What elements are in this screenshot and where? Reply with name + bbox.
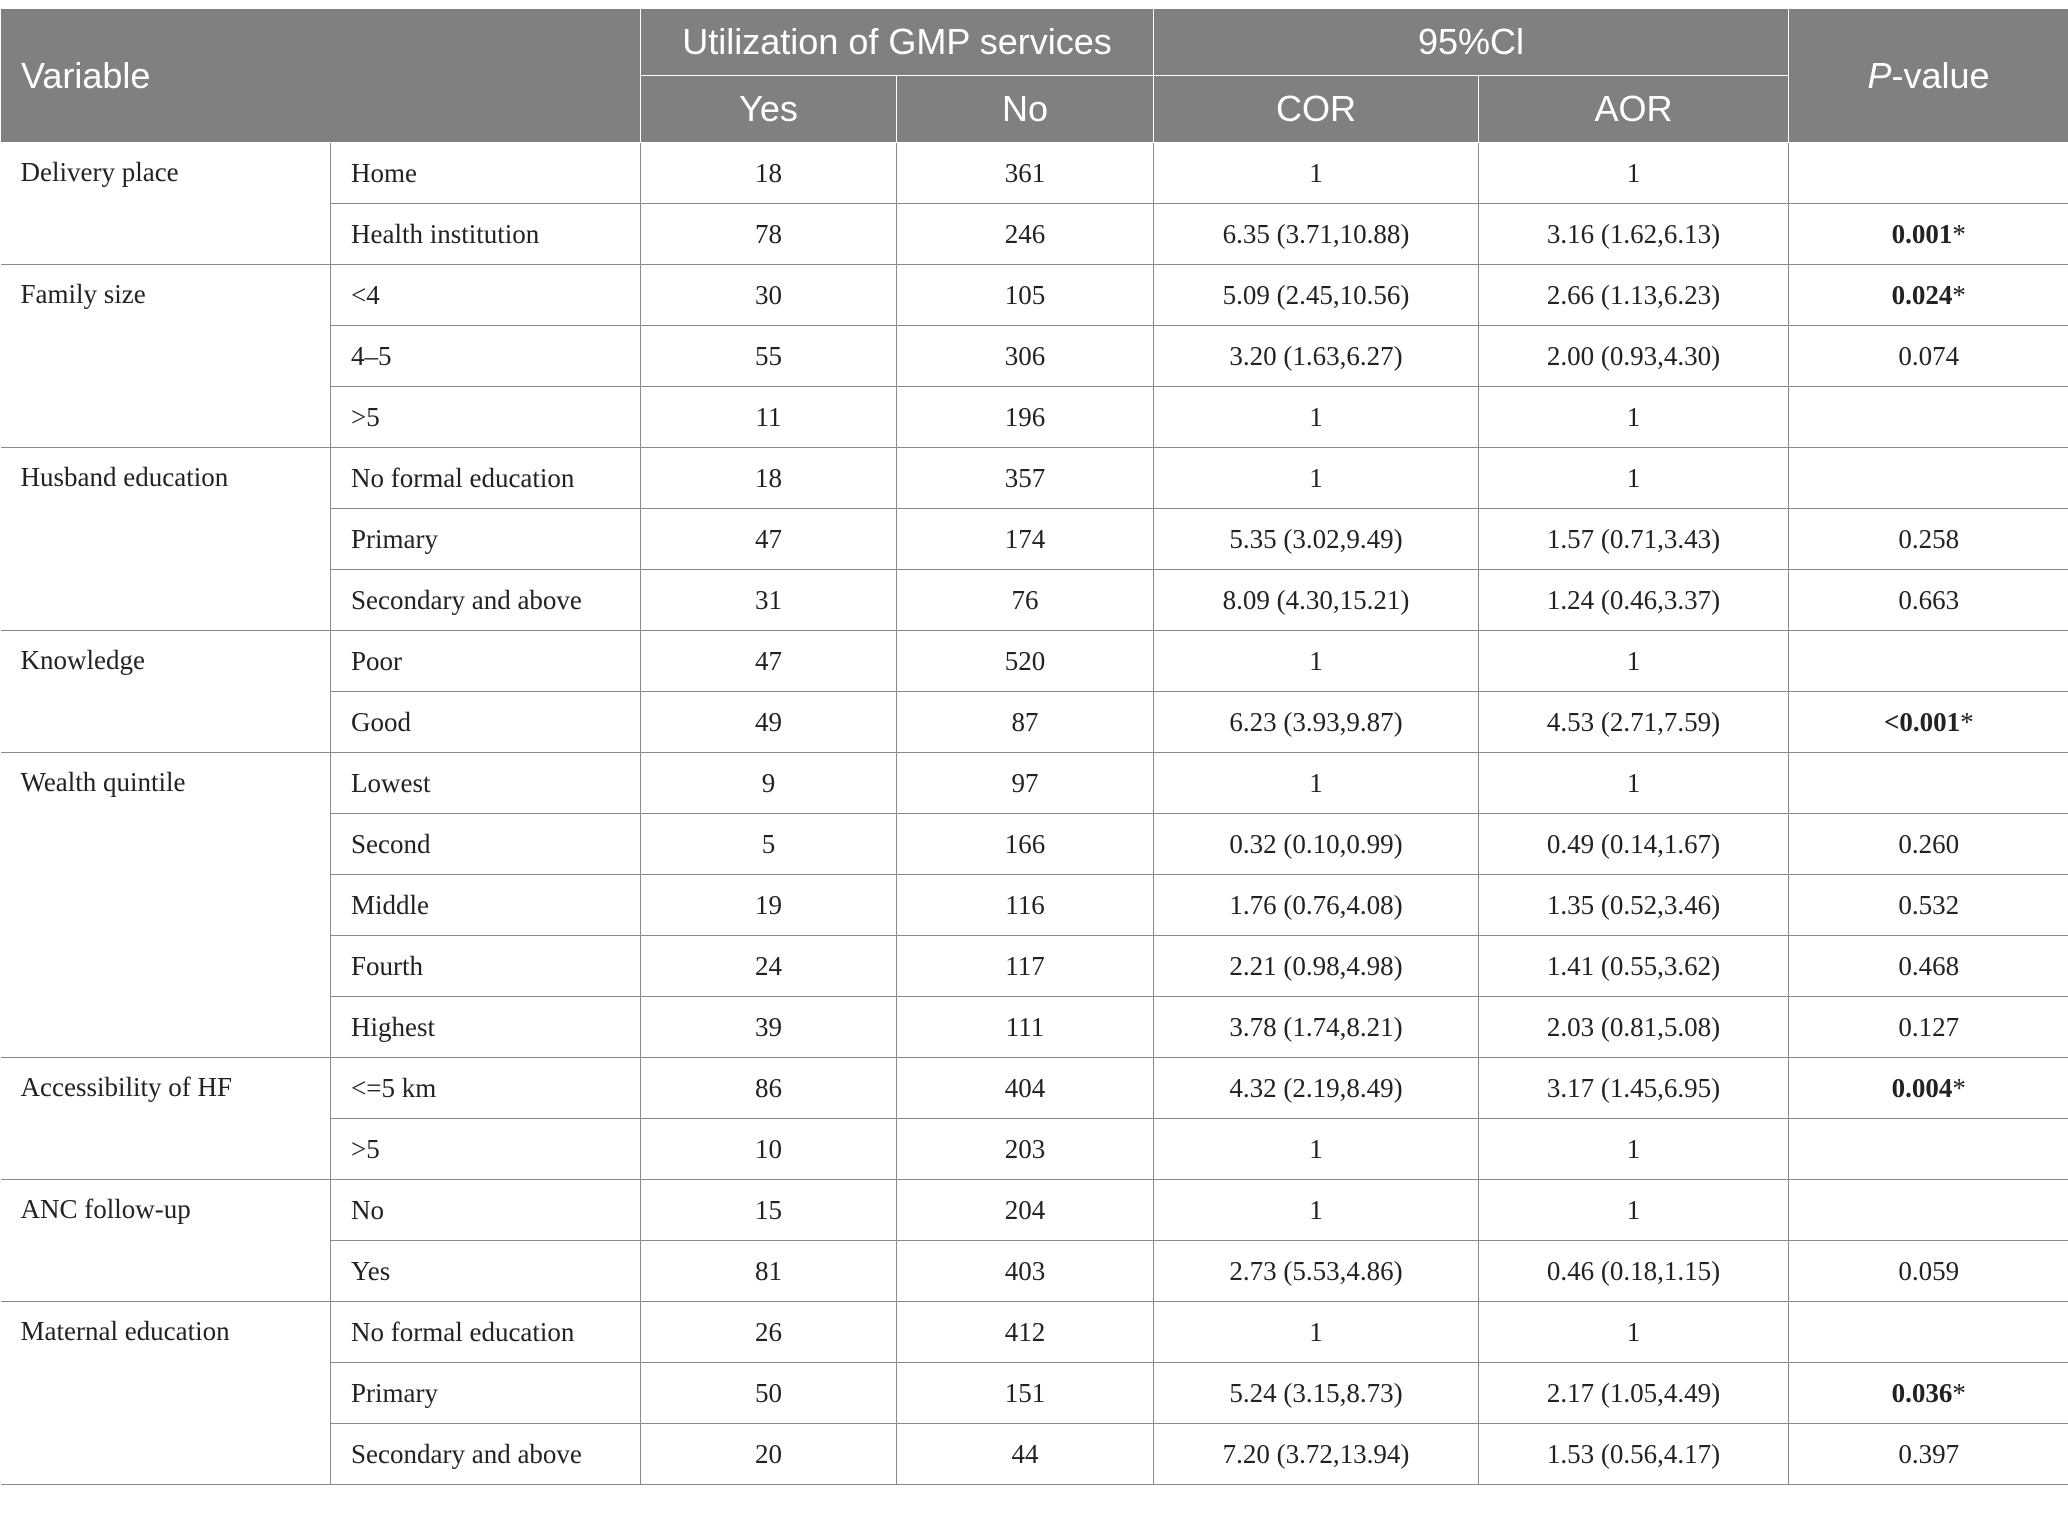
yes-count-cell: 10 (641, 1119, 897, 1180)
aor-cell: 2.03 (0.81,5.08) (1479, 997, 1789, 1058)
aor-cell: 3.16 (1.62,6.13) (1479, 204, 1789, 265)
pvalue-significant: <0.001 (1883, 706, 1961, 737)
yes-count-cell: 47 (641, 509, 897, 570)
category-cell: Good (331, 692, 641, 753)
yes-count-cell: 18 (641, 143, 897, 204)
cor-cell: 7.20 (3.72,13.94) (1154, 1424, 1479, 1485)
aor-cell: 1 (1479, 1180, 1789, 1241)
cor-cell: 0.32 (0.10,0.99) (1154, 814, 1479, 875)
category-cell: Health institution (331, 204, 641, 265)
yes-count-cell: 20 (641, 1424, 897, 1485)
cor-cell: 1 (1154, 1302, 1479, 1363)
cor-cell: 8.09 (4.30,15.21) (1154, 570, 1479, 631)
cor-cell: 4.32 (2.19,8.49) (1154, 1058, 1479, 1119)
category-cell: Secondary and above (331, 570, 641, 631)
results-table (0, 8, 2068, 1485)
no-count-cell: 111 (897, 997, 1154, 1058)
pvalue-significant: 0.036 (1891, 1377, 1953, 1408)
table-row (1, 1058, 2068, 1119)
cor-cell: 5.09 (2.45,10.56) (1154, 265, 1479, 326)
pvalue-cell: 0.663 (1789, 570, 2068, 631)
no-count-cell: 151 (897, 1363, 1154, 1424)
variable-cell: Accessibility of HF (1, 1058, 331, 1180)
aor-cell: 2.17 (1.05,4.49) (1479, 1363, 1789, 1424)
pvalue-cell: 0.397 (1789, 1424, 2068, 1485)
significance-marker: * (1952, 1072, 1966, 1103)
pvalue-significant: 0.004 (1891, 1072, 1953, 1103)
yes-count-cell: 30 (641, 265, 897, 326)
pvalue-cell (1789, 753, 2068, 814)
table-body (1, 143, 2068, 1485)
yes-count-cell: 47 (641, 631, 897, 692)
pvalue-cell (1789, 387, 2068, 448)
category-cell: No formal education (331, 448, 641, 509)
category-cell: Yes (331, 1241, 641, 1302)
aor-cell: 1 (1479, 143, 1789, 204)
aor-cell: 1.35 (0.52,3.46) (1479, 875, 1789, 936)
yes-count-cell: 11 (641, 387, 897, 448)
cor-cell: 1 (1154, 448, 1479, 509)
category-cell: No formal education (331, 1302, 641, 1363)
pvalue-cell: 0.059 (1789, 1241, 2068, 1302)
header-utilization: Utilization of GMP services (641, 9, 1154, 76)
yes-count-cell: 24 (641, 936, 897, 997)
table-row (1, 143, 2068, 204)
no-count-cell: 87 (897, 692, 1154, 753)
no-count-cell: 404 (897, 1058, 1154, 1119)
yes-count-cell: 15 (641, 1180, 897, 1241)
no-count-cell: 203 (897, 1119, 1154, 1180)
table-row (1, 448, 2068, 509)
yes-count-cell: 50 (641, 1363, 897, 1424)
no-count-cell: 361 (897, 143, 1154, 204)
aor-cell: 1.57 (0.71,3.43) (1479, 509, 1789, 570)
cor-cell: 6.23 (3.93,9.87) (1154, 692, 1479, 753)
category-cell: Fourth (331, 936, 641, 997)
yes-count-cell: 19 (641, 875, 897, 936)
yes-count-cell: 81 (641, 1241, 897, 1302)
aor-cell: 0.46 (0.18,1.15) (1479, 1241, 1789, 1302)
pvalue-significant: 0.001 (1891, 218, 1953, 249)
aor-cell: 1 (1479, 387, 1789, 448)
aor-cell: 1 (1479, 448, 1789, 509)
yes-count-cell: 49 (641, 692, 897, 753)
header-variable: Variable (1, 9, 641, 143)
cor-cell: 2.73 (5.53,4.86) (1154, 1241, 1479, 1302)
pvalue-cell (1789, 265, 2068, 326)
no-count-cell: 174 (897, 509, 1154, 570)
yes-count-cell: 5 (641, 814, 897, 875)
aor-cell: 2.66 (1.13,6.23) (1479, 265, 1789, 326)
no-count-cell: 412 (897, 1302, 1154, 1363)
variable-cell: Delivery place (1, 143, 331, 265)
header-pvalue: P-value (1789, 9, 2068, 143)
pvalue-cell (1789, 448, 2068, 509)
header-no: No (897, 76, 1154, 143)
aor-cell: 2.00 (0.93,4.30) (1479, 326, 1789, 387)
header-yes: Yes (641, 76, 897, 143)
category-cell: Highest (331, 997, 641, 1058)
pvalue-cell (1789, 204, 2068, 265)
no-count-cell: 97 (897, 753, 1154, 814)
category-cell: <=5 km (331, 1058, 641, 1119)
aor-cell: 3.17 (1.45,6.95) (1479, 1058, 1789, 1119)
category-cell: Middle (331, 875, 641, 936)
cor-cell: 1 (1154, 753, 1479, 814)
variable-cell: Knowledge (1, 631, 331, 753)
category-cell: Home (331, 143, 641, 204)
yes-count-cell: 78 (641, 204, 897, 265)
category-cell: 4–5 (331, 326, 641, 387)
variable-cell: Wealth quintile (1, 753, 331, 1058)
cor-cell: 1 (1154, 1119, 1479, 1180)
pvalue-cell: 0.074 (1789, 326, 2068, 387)
cor-cell: 1 (1154, 387, 1479, 448)
category-cell: >5 (331, 1119, 641, 1180)
pvalue-cell (1789, 1302, 2068, 1363)
variable-cell: Maternal education (1, 1302, 331, 1485)
significance-marker: * (1952, 1377, 1966, 1408)
yes-count-cell: 26 (641, 1302, 897, 1363)
cor-cell: 5.35 (3.02,9.49) (1154, 509, 1479, 570)
no-count-cell: 306 (897, 326, 1154, 387)
table-row (1, 631, 2068, 692)
pvalue-cell (1789, 143, 2068, 204)
no-count-cell: 246 (897, 204, 1154, 265)
category-cell: Primary (331, 1363, 641, 1424)
aor-cell: 1 (1479, 1302, 1789, 1363)
yes-count-cell: 55 (641, 326, 897, 387)
yes-count-cell: 86 (641, 1058, 897, 1119)
pvalue-cell: 0.258 (1789, 509, 2068, 570)
category-cell: Lowest (331, 753, 641, 814)
no-count-cell: 196 (897, 387, 1154, 448)
no-count-cell: 117 (897, 936, 1154, 997)
aor-cell: 1.53 (0.56,4.17) (1479, 1424, 1789, 1485)
pvalue-cell (1789, 692, 2068, 753)
variable-cell: Family size (1, 265, 331, 448)
aor-cell: 4.53 (2.71,7.59) (1479, 692, 1789, 753)
no-count-cell: 403 (897, 1241, 1154, 1302)
aor-cell: 1 (1479, 753, 1789, 814)
yes-count-cell: 18 (641, 448, 897, 509)
yes-count-cell: 39 (641, 997, 897, 1058)
no-count-cell: 520 (897, 631, 1154, 692)
pvalue-cell: 0.532 (1789, 875, 2068, 936)
header-ci: 95%Cl (1154, 9, 1789, 76)
pvalue-cell (1789, 1180, 2068, 1241)
pvalue-cell: 0.468 (1789, 936, 2068, 997)
cor-cell: 1.76 (0.76,4.08) (1154, 875, 1479, 936)
aor-cell: 0.49 (0.14,1.67) (1479, 814, 1789, 875)
pvalue-cell (1789, 631, 2068, 692)
aor-cell: 1 (1479, 631, 1789, 692)
cor-cell: 1 (1154, 1180, 1479, 1241)
pvalue-significant: 0.024 (1891, 279, 1953, 310)
aor-cell: 1.24 (0.46,3.37) (1479, 570, 1789, 631)
table-row (1, 1180, 2068, 1241)
table-row (1, 1302, 2068, 1363)
cor-cell: 5.24 (3.15,8.73) (1154, 1363, 1479, 1424)
no-count-cell: 116 (897, 875, 1154, 936)
variable-cell: ANC follow-up (1, 1180, 331, 1302)
yes-count-cell: 9 (641, 753, 897, 814)
header-cor: COR (1154, 76, 1479, 143)
significance-marker: * (1960, 706, 1974, 737)
cor-cell: 6.35 (3.71,10.88) (1154, 204, 1479, 265)
no-count-cell: 76 (897, 570, 1154, 631)
yes-count-cell: 31 (641, 570, 897, 631)
cor-cell: 1 (1154, 631, 1479, 692)
aor-cell: 1.41 (0.55,3.62) (1479, 936, 1789, 997)
table-header (1, 9, 2068, 143)
aor-cell: 1 (1479, 1119, 1789, 1180)
cor-cell: 3.78 (1.74,8.21) (1154, 997, 1479, 1058)
no-count-cell: 204 (897, 1180, 1154, 1241)
category-cell: Poor (331, 631, 641, 692)
no-count-cell: 44 (897, 1424, 1154, 1485)
pvalue-cell: 0.127 (1789, 997, 2068, 1058)
header-aor: AOR (1479, 76, 1789, 143)
cor-cell: 1 (1154, 143, 1479, 204)
pvalue-cell: 0.260 (1789, 814, 2068, 875)
variable-cell: Husband education (1, 448, 331, 631)
no-count-cell: 166 (897, 814, 1154, 875)
pvalue-cell (1789, 1058, 2068, 1119)
table-row (1, 265, 2068, 326)
table-row (1, 753, 2068, 814)
pvalue-cell (1789, 1363, 2068, 1424)
category-cell: Second (331, 814, 641, 875)
no-count-cell: 357 (897, 448, 1154, 509)
significance-marker: * (1952, 279, 1966, 310)
category-cell: No (331, 1180, 641, 1241)
pvalue-cell (1789, 1119, 2068, 1180)
category-cell: Primary (331, 509, 641, 570)
category-cell: Secondary and above (331, 1424, 641, 1485)
category-cell: <4 (331, 265, 641, 326)
cor-cell: 3.20 (1.63,6.27) (1154, 326, 1479, 387)
no-count-cell: 105 (897, 265, 1154, 326)
cor-cell: 2.21 (0.98,4.98) (1154, 936, 1479, 997)
significance-marker: * (1952, 218, 1966, 249)
category-cell: >5 (331, 387, 641, 448)
